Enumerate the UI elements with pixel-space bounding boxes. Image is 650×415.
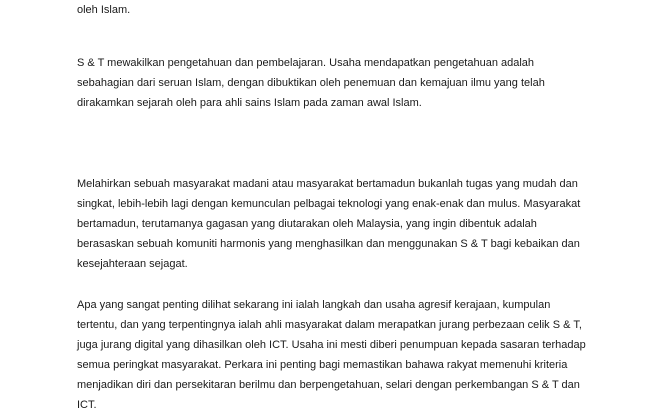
text-line: kesejahteraan sejagat.: [77, 258, 188, 270]
text-line: menjadikan diri dan persekitaran berilmu dan berpengetahuan, selari dengan perkembangan S & T dan: [77, 379, 580, 391]
text-line: bertamadun, terutamanya gagasan yang diutarakan oleh Malaysia, yang ingin dibentuk adalah: [77, 218, 537, 230]
paragraph-st-knowledge: [77, 53, 637, 113]
text-line: berasaskan sebuah komuniti harmonis yang menghasilkan dan menggunakan S & T bagi kebaikan dan: [77, 238, 580, 250]
text-line: dirakamkan sejarah oleh para ahli sains Islam pada zaman awal Islam.: [77, 97, 422, 109]
text-line: Apa yang sangat penting dilihat sekarang ini ialah langkah dan usaha agresif kerajaan, kumpulan: [77, 299, 551, 311]
text-line: semua peringkat masyarakat. Perkara ini penting bagi memastikan bahawa rakyat memenuhi kriteria: [77, 359, 568, 371]
paragraph-digital-gap: [77, 295, 637, 415]
text-line: sebahagian dari seruan Islam, dengan dibuktikan oleh penemuan dan kemajuan ilmu yang telah: [77, 77, 545, 89]
text-line: juga jurang digital yang dihasilkan oleh ICT. Usaha ini mesti diberi penumpuan kepada sasaran terhadap: [77, 339, 586, 351]
text-line: oleh Islam.: [77, 4, 131, 16]
text-line: tertentu, dan yang terpentingnya ialah ahli masyarakat dalam merapatkan jurang perbezaan celik S & T,: [77, 319, 582, 331]
text-line: singkat, lebih-lebih lagi dengan kemunculan pelbagai teknologi yang enak-enak dan mulus. Masyarakat: [77, 198, 581, 210]
text-line: Melahirkan sebuah masyarakat madani atau masyarakat bertamadun bukanlah tugas yang mudah dan: [77, 178, 578, 190]
text-line: ICT.: [77, 399, 97, 411]
paragraph-civil-society: [77, 174, 637, 274]
text-line: S & T mewakilkan pengetahuan dan pembelajaran. Usaha mendapatkan pengetahuan adalah: [77, 57, 535, 69]
paragraph-closing-fragment: [77, 0, 637, 20]
